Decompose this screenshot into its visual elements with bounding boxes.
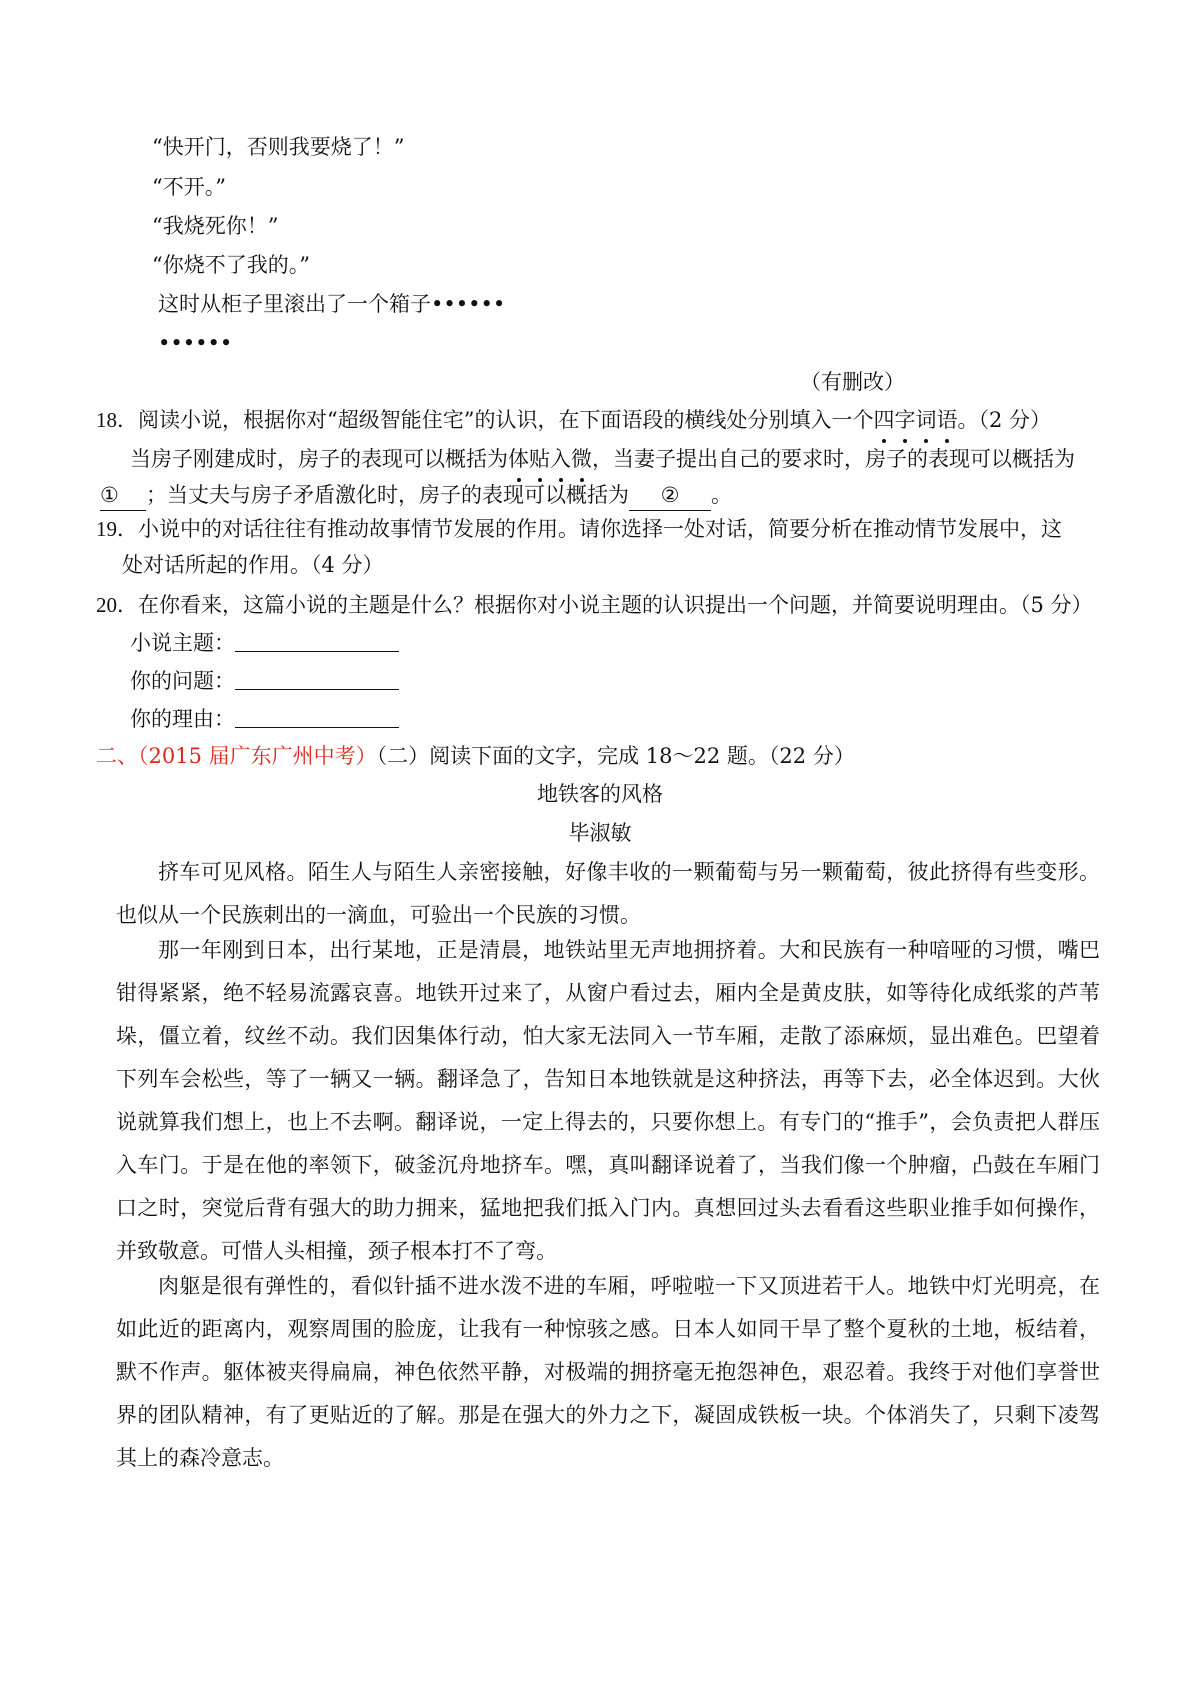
question-points: 。（2 分） (957, 408, 1052, 432)
question-text: 当房子刚建成时，房子的表现可以概括为 (130, 447, 508, 471)
source-note: （有删改） (800, 370, 905, 394)
emphasis-char: 微 (571, 444, 592, 474)
dialogue-line: “你烧不了我的。” (152, 253, 310, 277)
narration-line: 这时从柜子里滚出了一个箱子•••••• (158, 292, 506, 316)
section-2-heading (96, 741, 855, 771)
article-paragraph: 那一年刚到日本，出行某地，正是清晨，地铁站里无声地拥挤着。大和民族有一种喑哑的习惯，嘴巴钳得紧紧，绝不轻易流露哀喜。地铁开过来了，从窗户看过去，厢内全是黄皮肤，如等待化成纸浆的芦苇垛，僵立着，纹丝不动。我们因集体行动，怕大家无法同入一节车厢，走散了添麻烦，显出难色。巴望着下列车会松些，等了一辆又一辆。翻译急了，告知日本地铁就是这种挤法，再等下去，必全体迟到。大伙说就算我们想上，也上不去啊。翻译说，一定上得去的，只要你想上。有专门的“推手”，会负责把人群压入车门。于是在他的率领下，破釜沉舟地挤车。嘿，真叫翻译说着了，当我们像一个肿瘤，凸鼓在车厢门口之时，突觉后背有强大的助力拥来，猛地把我们抵入门内。真想回过头去看看这些职业推手如何操作，并致敬意。可惜人头相撞，颈子根本打不了弯。 (116, 938, 1100, 1263)
answer-blank-2[interactable] (629, 480, 711, 511)
question-text: 。 (711, 483, 732, 507)
dialogue-line: “我烧死你！” (152, 214, 279, 238)
question-text: 小说中的对话往往有推动故事情节发展的作用。请你选择一处对话，简要分析在推动情节发展中，这 (138, 517, 1062, 541)
answer-blank-1[interactable] (100, 480, 146, 511)
question-number: 18． (96, 408, 138, 432)
blank-label: ① (100, 483, 119, 507)
dialogue-line: “快开门，否则我要烧了！” (152, 135, 405, 159)
article-paragraph: 肉躯是很有弹性的，看似针插不进水泼不进的车厢，呼啦啦一下又顶进若干人。地铁中灯光明亮，在如此近的距离内，观察周围的脸庞，让我有一种惊骇之感。日本人如同干旱了整个夏秋的土地，板结着，默不作声。躯体被夹得扁扁，神色依然平静，对极端的拥挤毫无抱怨神色，艰忍着。我终于对他们享誉世界的团队精神，有了更贴近的了解。那是在强大的外力之下，凝固成铁板一块。个体消失了，只剩下凌驾其上的森冷意志。 (116, 1274, 1100, 1470)
emphasis-char: 四 (873, 405, 894, 435)
emphasized-term (508, 447, 592, 471)
answer-line[interactable] (235, 705, 399, 728)
question-text: ，当妻子提出自己的要求时，房子的表现可以概括为 (592, 447, 1075, 471)
answer-field-question (130, 666, 399, 696)
question-number: 19． (96, 517, 138, 541)
answer-field-theme (130, 628, 399, 658)
question-19 (96, 514, 1062, 544)
answer-line[interactable] (235, 629, 399, 652)
question-18 (96, 405, 1051, 435)
emphasis-char: 入 (550, 444, 571, 474)
article-title: 地铁客的风格 (537, 782, 663, 806)
answer-line[interactable] (235, 667, 399, 690)
question-number: 20． (96, 593, 138, 617)
question-20 (96, 590, 1093, 620)
article-paragraph: 挤车可见风格。陌生人与陌生人亲密接触，好像丰收的一颗葡萄与另一颗葡萄，彼此挤得有些变形。也似从一个民族刺出的一滴血，可验出一个民族的习惯。 (116, 860, 1100, 927)
emphasis-char: 体 (508, 444, 529, 474)
question-text: 阅读小说，根据你对“超级智能住宅”的认识，在下面语段的横线处分别填入一个 (138, 408, 874, 432)
field-label: 你的理由： (130, 707, 235, 731)
exam-source: （2015 届广东广州中考） (138, 744, 377, 768)
blank-label: ② (660, 483, 680, 507)
emphasis-char: 字 (894, 405, 915, 435)
answer-field-reason (130, 704, 399, 734)
emphasis-char: 词 (915, 405, 936, 435)
question-text: ；当丈夫与房子矛盾激化时，房子的表现可以概括为 (146, 483, 629, 507)
question-19-line2: 处对话所起的作用。（4 分） (122, 553, 384, 577)
field-label: 你的问题： (130, 669, 235, 693)
question-18-line3 (100, 480, 732, 511)
field-label: 小说主题： (130, 631, 235, 655)
dialogue-line: “不开。” (152, 175, 226, 199)
question-text: 在你看来，这篇小说的主题是什么？根据你对小说主题的认识提出一个问题，并简要说明理由。（5 分） (138, 593, 1093, 617)
narration-ellipsis: •••••• (158, 331, 233, 355)
question-18-line2 (130, 444, 1075, 474)
emphasis-char: 语 (936, 405, 957, 435)
section-number: 二、 (96, 744, 138, 768)
section-instruction: （二）阅读下面的文字，完成 18～22 题。（22 分） (376, 744, 855, 768)
article-author: 毕淑敏 (568, 821, 632, 845)
emphasis-char: 贴 (529, 444, 550, 474)
emphasized-term (873, 408, 957, 432)
